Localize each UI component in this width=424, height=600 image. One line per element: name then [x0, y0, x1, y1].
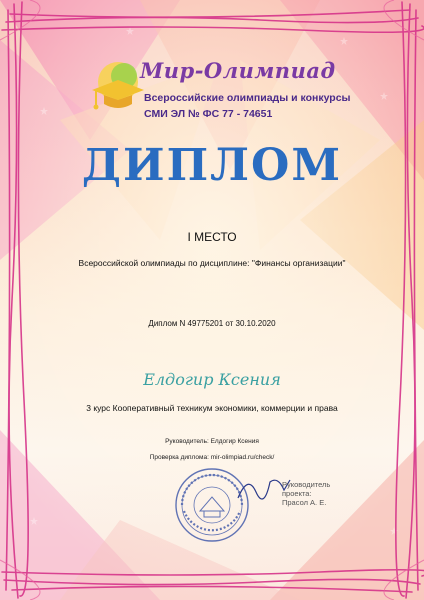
signature-line-3: Прасол А. Е.	[282, 498, 327, 507]
signature-block	[282, 480, 352, 507]
supervisor-line: Руководитель: Елдогир Ксения	[165, 438, 259, 445]
logo-registration: СМИ ЭЛ № ФС 77 - 74651	[144, 108, 273, 120]
course-institution: 3 курс Кооперативный техникум экономики, коммерции и права	[86, 403, 338, 413]
place-label: I МЕСТО	[187, 230, 237, 244]
diploma-number: Диплом N 49775201 от 30.10.2020	[148, 319, 276, 328]
logo-title: Мир-Олимпиад	[140, 58, 336, 83]
graduation-cap-icon	[88, 56, 148, 116]
signature-line-2: проекта:	[282, 489, 312, 498]
diploma-title: ДИПЛОМ	[81, 140, 343, 191]
recipient-name: Елдогир Ксения	[143, 370, 281, 389]
site-logo	[88, 52, 351, 130]
logo-subtitle: Всероссийские олимпиады и конкурсы	[144, 92, 351, 104]
olympiad-line: Всероссийской олимпиады по дисциплине: "Финансы организации"	[78, 258, 346, 268]
check-link[interactable]: Проверка диплома: mir-olimpiad.ru/check/	[149, 454, 275, 461]
signature-line-1: Руководитель	[282, 480, 331, 489]
